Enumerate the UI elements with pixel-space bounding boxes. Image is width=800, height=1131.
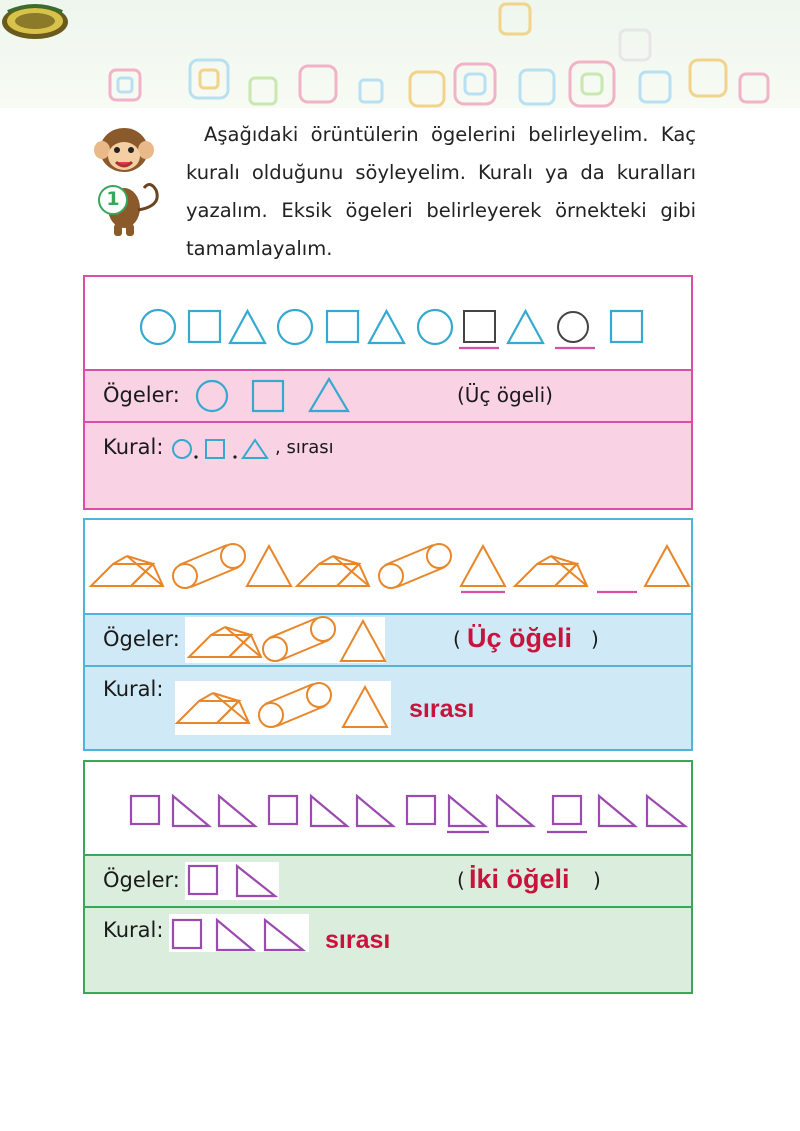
- prism-shape: [189, 627, 261, 657]
- pattern-row: [85, 762, 691, 856]
- rule-label: Kural:: [103, 677, 164, 701]
- rule-suffix: sırası: [325, 926, 391, 954]
- cylinder-shape: [173, 544, 245, 588]
- rule-row: [85, 908, 691, 992]
- triangle-shape: [508, 311, 543, 343]
- rule-row: [85, 423, 691, 508]
- circle-shape: [197, 381, 227, 411]
- triangle-shape: [247, 546, 291, 586]
- instructions-text: Aşağıdaki örüntülerin ögelerini belirleyelim. Kaç kuralı olduğunu söyleyelim. Kuralı ya da kuralları yazalım. Eksik ögeleri belirleyerek örnekteki gibi tamamlayalım.: [186, 123, 696, 260]
- square-shape: [253, 381, 283, 411]
- elements-shapes: [85, 371, 691, 421]
- square-shape: [189, 311, 220, 342]
- square-shape: [407, 796, 435, 824]
- elements-row: [85, 371, 691, 423]
- square-shape: [269, 796, 297, 824]
- circle-shape: [141, 310, 175, 344]
- right-triangle-shape: [647, 796, 685, 826]
- publisher-logo-icon: [0, 0, 70, 42]
- pattern-row: [85, 520, 691, 615]
- prism-shape: [177, 693, 249, 723]
- filled-square-answer: [553, 796, 581, 824]
- circle-shape: [173, 440, 191, 458]
- right-triangle-shape: [599, 796, 635, 826]
- element-count-open: (: [457, 868, 465, 892]
- pattern-row: [85, 277, 691, 371]
- square-shape: [173, 920, 201, 948]
- pattern-shapes: [85, 277, 691, 369]
- rule-shapes: [85, 423, 691, 473]
- triangle-shape: [230, 311, 265, 343]
- monkey-mascot-icon: [86, 120, 162, 238]
- cylinder-shape: [259, 683, 331, 727]
- element-count: Üç öğeli: [467, 623, 573, 653]
- square-shape: [206, 440, 224, 458]
- elements-label: Ögeler:: [103, 627, 180, 651]
- pattern-section-1: [83, 275, 693, 510]
- decorative-squares-pattern: [0, 0, 800, 108]
- filled-triangle-answer: [461, 546, 505, 586]
- pattern-section-2: [83, 518, 693, 751]
- element-count-close: ): [591, 627, 599, 651]
- rule-suffix: , sırası: [275, 437, 334, 458]
- prism-shape: [515, 556, 587, 586]
- elements-row: [85, 856, 691, 908]
- square-shape: [131, 796, 159, 824]
- element-count: İki öğeli: [469, 864, 570, 894]
- header-banner: [0, 0, 800, 108]
- triangle-shape: [369, 311, 404, 343]
- right-triangle-shape: [217, 920, 253, 950]
- element-count-close: ): [593, 868, 601, 892]
- rule-label: Kural:: [103, 435, 164, 459]
- activity-number-badge: [98, 185, 128, 215]
- circle-shape: [278, 310, 312, 344]
- right-triangle-shape: [311, 796, 347, 826]
- right-triangle-shape: [265, 920, 303, 950]
- right-triangle-shape: [219, 796, 255, 826]
- elements-label: Ögeler:: [103, 868, 180, 892]
- triangle-shape: [645, 546, 689, 586]
- square-shape: [189, 866, 217, 894]
- square-shape: [327, 311, 358, 342]
- triangle-shape: [343, 687, 387, 727]
- elements-shapes: [85, 615, 691, 665]
- right-triangle-shape: [357, 796, 393, 826]
- cylinder-shape: [379, 544, 451, 588]
- triangle-shape: [243, 440, 267, 458]
- elements-label: Ögeler:: [103, 383, 180, 407]
- cylinder-shape: [263, 617, 335, 661]
- activity-number: 1: [106, 188, 120, 210]
- circle-shape: [418, 310, 452, 344]
- right-triangle-shape: [237, 866, 275, 896]
- filled-circle-answer: [558, 312, 588, 342]
- right-triangle-shape: [173, 796, 209, 826]
- filled-right-triangle-answer: [449, 796, 485, 826]
- element-count-open: (: [453, 627, 461, 651]
- rule-suffix: sırası: [409, 695, 475, 723]
- filled-square-answer: [464, 311, 495, 342]
- pattern-section-3: [83, 760, 693, 994]
- pattern-shapes: [85, 520, 691, 613]
- triangle-shape: [341, 621, 385, 661]
- elements-row: [85, 615, 691, 667]
- triangle-shape: [310, 379, 348, 411]
- rule-shapes: [85, 667, 691, 751]
- prism-shape: [297, 556, 369, 586]
- rule-row: [85, 667, 691, 749]
- element-count: (Üç ögeli): [457, 383, 553, 407]
- square-shape: [611, 311, 642, 342]
- pattern-shapes: [85, 762, 691, 854]
- prism-shape: [91, 556, 163, 586]
- right-triangle-shape: [497, 796, 533, 826]
- rule-label: Kural:: [103, 918, 164, 942]
